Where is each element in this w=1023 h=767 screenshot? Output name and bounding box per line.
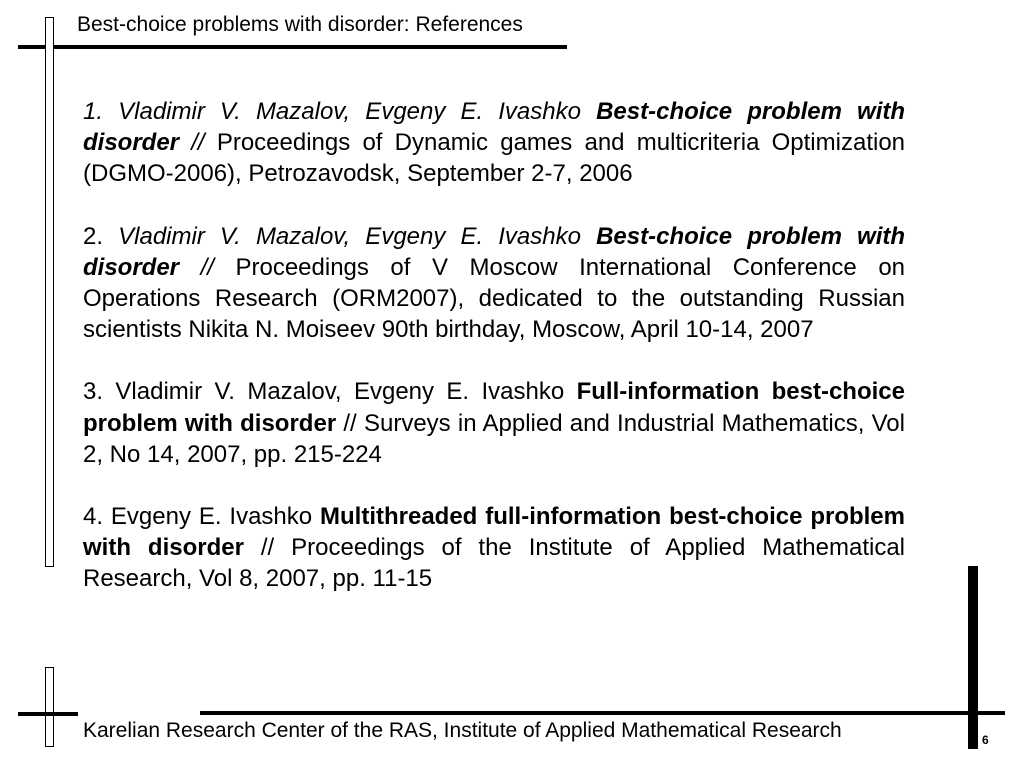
reference-title: Best-choice problem with disorder [83,98,906,157]
reference-authors: Vladimir V. Mazalov, Evgeny E. Ivashko [118,98,581,125]
reference-separator: // [200,253,214,281]
footer-text: Karelian Research Center of the RAS, Institute of Applied Mathematical Research [83,719,842,742]
header-underline [18,45,567,49]
reference-number: 4. [83,503,104,531]
reference-authors: Vladimir V. Mazalov, Evgeny E. Ivashko [115,378,565,406]
reference-authors: Vladimir V. Mazalov, Evgeny E. Ivashko [118,222,581,250]
reference-item-1 [83,96,905,190]
left-decorative-bar-bottom [45,667,54,747]
page-title: Best-choice problems with disorder: References [77,13,523,36]
reference-item-3 [83,376,905,470]
reference-number: 1. [83,98,104,125]
footer-line-left [18,712,78,716]
page-number: 6 [982,733,989,747]
reference-authors: Evgeny E. Ivashko [110,503,313,531]
reference-title: Best-choice problem with disorder [83,222,906,281]
reference-separator: // [191,129,205,157]
reference-separator: // [343,409,357,437]
reference-title: Multithreaded full-information best-choice problem with disorder [83,503,905,562]
reference-number: 2. [83,222,104,250]
reference-separator: // [260,534,275,562]
left-decorative-bar-top [45,17,54,567]
reference-list [83,96,905,595]
reference-source: Proceedings of Dynamic games and multicriteria Optimization (DGMO-2006), Petrozavodsk, September 2-7, 2006 [83,129,906,188]
right-decorative-bar [968,566,978,749]
reference-item-2 [83,221,905,346]
reference-item-4 [83,501,905,595]
reference-source: Proceedings of V Moscow International Conference on Operations Research (ORM2007), dedicated to the outstanding Russian scientists Nikita N. Moiseev 90th birthday, Moscow, April 10-14, 2007 [83,253,906,344]
reference-number: 3. [83,378,104,406]
reference-title: Full-information best-choice problem with disorder [83,378,905,437]
reference-source: Proceedings of the Institute of Applied Mathematical Research, Vol 8, 2007, pp. 11-15 [83,534,906,593]
reference-source: Surveys in Applied and Industrial Mathematics, Vol 2, No 14, 2007, pp. 215-224 [83,409,905,468]
footer-line-main [200,711,1005,715]
